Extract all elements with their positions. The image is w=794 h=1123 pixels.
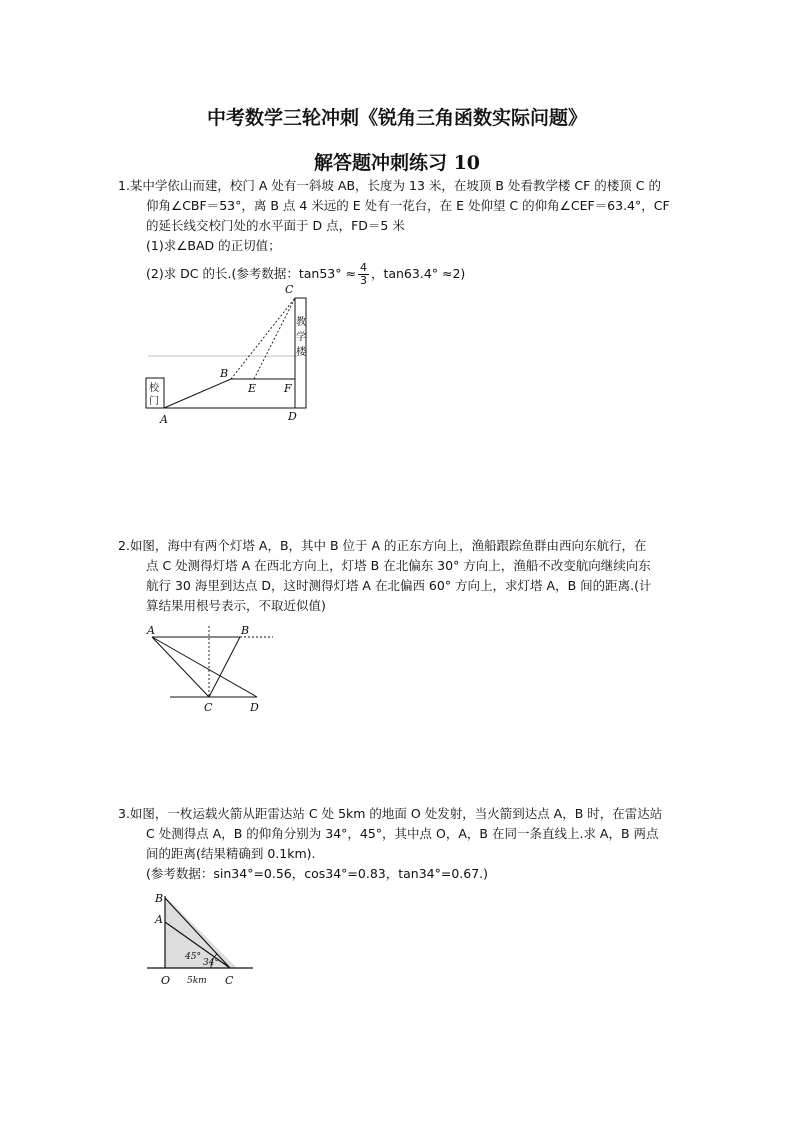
q3-angle-34: 34° bbox=[203, 958, 219, 968]
q3-line-3: 间的距离(结果精确到 0.1km). bbox=[146, 846, 316, 861]
q1-line-3: 的延长线交校门处的水平面于 D 点，FD＝5 米 bbox=[146, 218, 405, 233]
q3-label-O: O bbox=[161, 974, 171, 987]
q1-building-1: 教 bbox=[296, 317, 306, 328]
q1-gate-label-1: 校 bbox=[149, 383, 159, 394]
q1-part2-suffix: ，tan63.4° ≈2) bbox=[370, 266, 466, 281]
q1-fraction bbox=[358, 262, 369, 287]
q1-building-2: 学 bbox=[296, 332, 306, 343]
q1-frac-num: 4 bbox=[359, 261, 367, 274]
q1-building-3: 楼 bbox=[296, 347, 306, 358]
q1-figure bbox=[140, 280, 320, 430]
q2-line-4: 算结果用根号表示，不取近似值) bbox=[146, 598, 326, 613]
q2-figure bbox=[145, 622, 280, 717]
page-title: 中考数学三轮冲刺《锐角三角函数实际问题》 bbox=[206, 107, 587, 129]
q3-line-1: 3.如图，一枚运载火箭从距雷达站 C 处 5km 的地面 O 处发射，当火箭到达点 A，B 时，在雷达站 bbox=[118, 806, 663, 821]
q3-distance-label: 5km bbox=[187, 976, 207, 986]
q1-line-1: 1.某中学依山而建，校门 A 处有一斜坡 AB，长度为 13 米，在坡顶 B 处看教学楼 CF 的楼顶 C 的 bbox=[118, 178, 661, 193]
q3-line-2: C 处测得点 A，B 的仰角分别为 34°，45°，其中点 O，A，B 在同一条直线上.求 A，B 两点 bbox=[146, 826, 659, 841]
q2-line-2: 点 C 处测得灯塔 A 在西北方向上，灯塔 B 在北偏东 30° 方向上，渔船不改变航向继续向东 bbox=[146, 558, 651, 573]
q1-label-E: E bbox=[248, 382, 257, 395]
q3-label-A: A bbox=[155, 913, 163, 926]
q1-label-A: A bbox=[160, 413, 168, 426]
q3-angle-45: 45° bbox=[185, 952, 201, 962]
q1-label-F: F bbox=[284, 382, 292, 395]
q1-label-D: D bbox=[288, 410, 297, 423]
q1-part2-prefix: (2)求 DC 的长.(参考数据：tan53° ≈ bbox=[146, 266, 356, 281]
q2-label-B: B bbox=[241, 624, 250, 637]
question-1 bbox=[118, 176, 670, 287]
q1-label-B: B bbox=[220, 367, 229, 380]
q2-label-C: C bbox=[204, 701, 213, 714]
q3-label-B: B bbox=[155, 892, 164, 905]
q1-gate-label-2: 门 bbox=[149, 396, 159, 407]
q1-frac-den: 3 bbox=[359, 274, 367, 287]
q3-line-4: (参考数据：sin34°=0.56，cos34°=0.83，tan34°=0.67.) bbox=[146, 866, 489, 881]
q2-line-3: 航行 30 海里到达点 D，这时测得灯塔 A 在北偏西 60° 方向上，求灯塔 A，B 间的距离.(计 bbox=[146, 578, 652, 593]
q2-label-A: A bbox=[147, 624, 155, 637]
q3-label-C: C bbox=[225, 974, 234, 987]
q2-label-D: D bbox=[250, 701, 259, 714]
question-2 bbox=[118, 536, 651, 616]
q2-line-1: 2.如图，海中有两个灯塔 A，B，其中 B 位于 A 的正东方向上，渔船跟踪鱼群由西向东航行，在 bbox=[118, 538, 647, 553]
question-3 bbox=[118, 804, 662, 884]
q1-label-C: C bbox=[285, 283, 294, 296]
q3-figure bbox=[145, 892, 255, 992]
page-subtitle: 解答题冲刺练习 10 bbox=[313, 152, 481, 174]
q1-line-2: 仰角∠CBF＝53°，离 B 点 4 米远的 E 处有一花台，在 E 处仰望 C 的仰角∠CEF＝63.4°，CF bbox=[146, 198, 670, 213]
q1-line-4: (1)求∠BAD 的正切值； bbox=[146, 238, 281, 253]
